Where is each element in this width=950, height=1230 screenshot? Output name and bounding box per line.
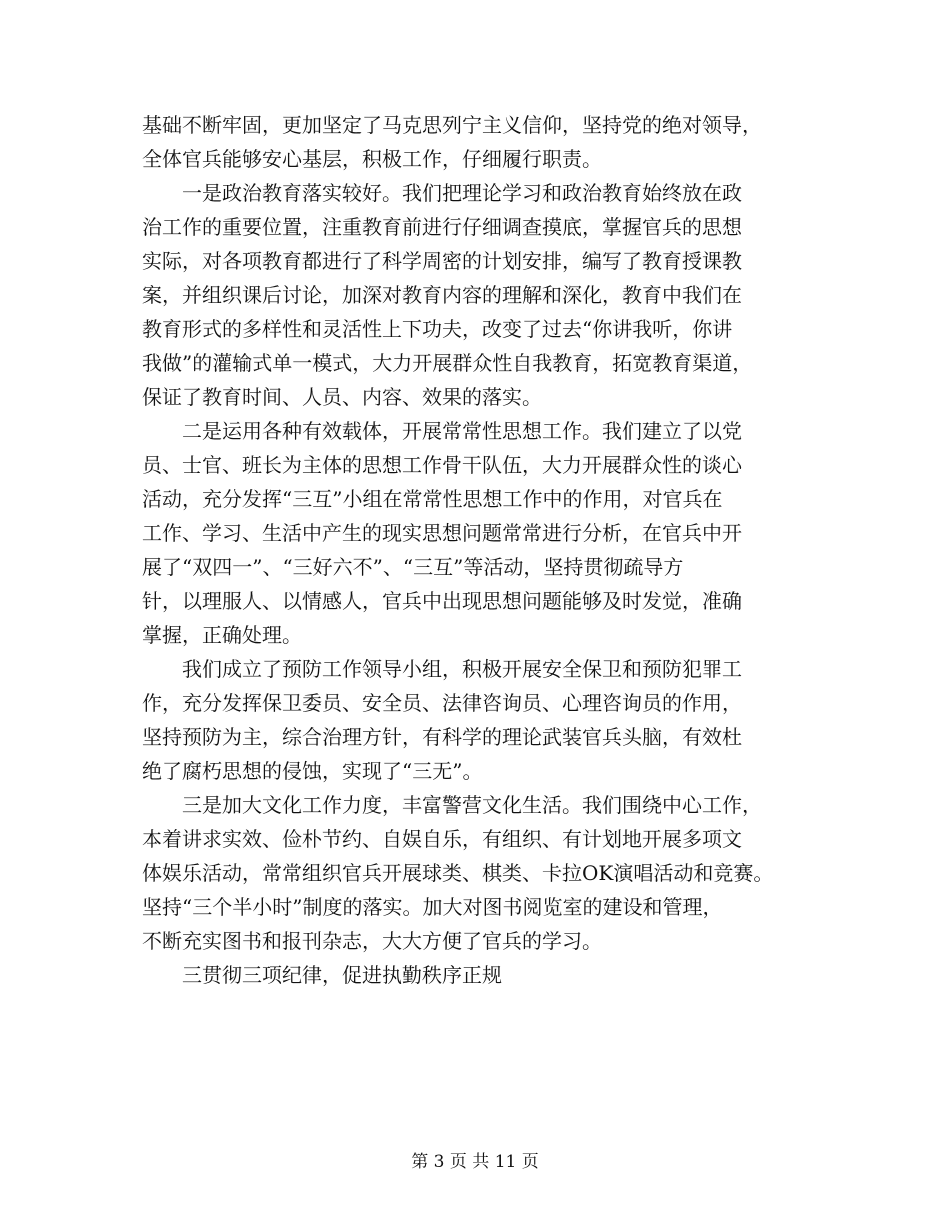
text-line: 基础不断牢固，更加坚定了马克思列宁主义信仰，坚持党的绝对领导， (142, 113, 762, 137)
text-line: 作，充分发挥保卫委员、安全员、法律咨询员、心理咨询员的作用， (142, 691, 742, 715)
text-line: 治工作的重要位置，注重教育前进行仔细调查摸底，掌握官兵的思想 (142, 215, 742, 239)
text-line: 实际，对各项教育都进行了科学周密的计划安排，编写了教育授课教 (142, 249, 742, 273)
text-line: 三是加大文化工作力度，丰富警营文化生活。我们围绕中心工作， (142, 793, 762, 817)
body-text (142, 108, 812, 992)
text-line: 全体官兵能够安心基层，积极工作，仔细履行职责。 (142, 147, 602, 171)
text-line: 不断充实图书和报刊杂志，大大方便了官兵的学习。 (142, 929, 602, 953)
text-line: 掌握，正确处理。 (142, 623, 302, 647)
text-line: 二是运用各种有效载体，开展常常性思想工作。我们建立了以党 (142, 419, 742, 443)
text-line: 教育形式的多样性和灵活性上下功夫，改变了过去“你讲我听，你讲 (142, 317, 733, 341)
text-line: 三贯彻三项纪律，促进执勤秩序正规 (142, 963, 502, 987)
text-line: 我们成立了预防工作领导小组，积极开展安全保卫和预防犯罪工 (142, 657, 742, 681)
text-line: 我做”的灌输式单一模式，大力开展群众性自我教育，拓宽教育渠道， (142, 351, 753, 375)
text-line: 展了“双四一”、“三好六不”、“三互”等活动，坚持贯彻疏导方 (142, 555, 684, 579)
text-line: 工作、学习、生活中产生的现实思想问题常常进行分析，在官兵中开 (142, 521, 742, 545)
text-line: 坚持“三个半小时”制度的落实。加大对图书阅览室的建设和管理， (142, 895, 723, 919)
text-line: 体娱乐活动，常常组织官兵开展球类、棋类、卡拉OK演唱活动和竞赛。 (142, 861, 774, 885)
text-line: 案，并组织课后讨论，加深对教育内容的理解和深化，教育中我们在 (142, 283, 742, 307)
page-number: 第 3 页 共 11 页 (411, 1152, 539, 1172)
text-line: 保证了教育时间、人员、内容、效果的落实。 (142, 385, 542, 409)
text-line: 员、士官、班长为主体的思想工作骨干队伍，大力开展群众性的谈心 (142, 453, 742, 477)
text-line: 坚持预防为主，综合治理方针，有科学的理论武装官兵头脑，有效杜 (142, 725, 742, 749)
text-line: 针，以理服人、以情感人，官兵中出现思想问题能够及时发觉，准确 (142, 589, 742, 613)
text-line: 活动，充分发挥“三互”小组在常常性思想工作中的作用，对官兵在 (142, 487, 723, 511)
text-line: 本着讲求实效、俭朴节约、自娱自乐，有组织、有计划地开展多项文 (142, 827, 742, 851)
text-line: 绝了腐朽思想的侵蚀，实现了“三无”。 (142, 759, 483, 783)
text-line: 一是政治教育落实较好。我们把理论学习和政治教育始终放在政 (142, 181, 742, 205)
